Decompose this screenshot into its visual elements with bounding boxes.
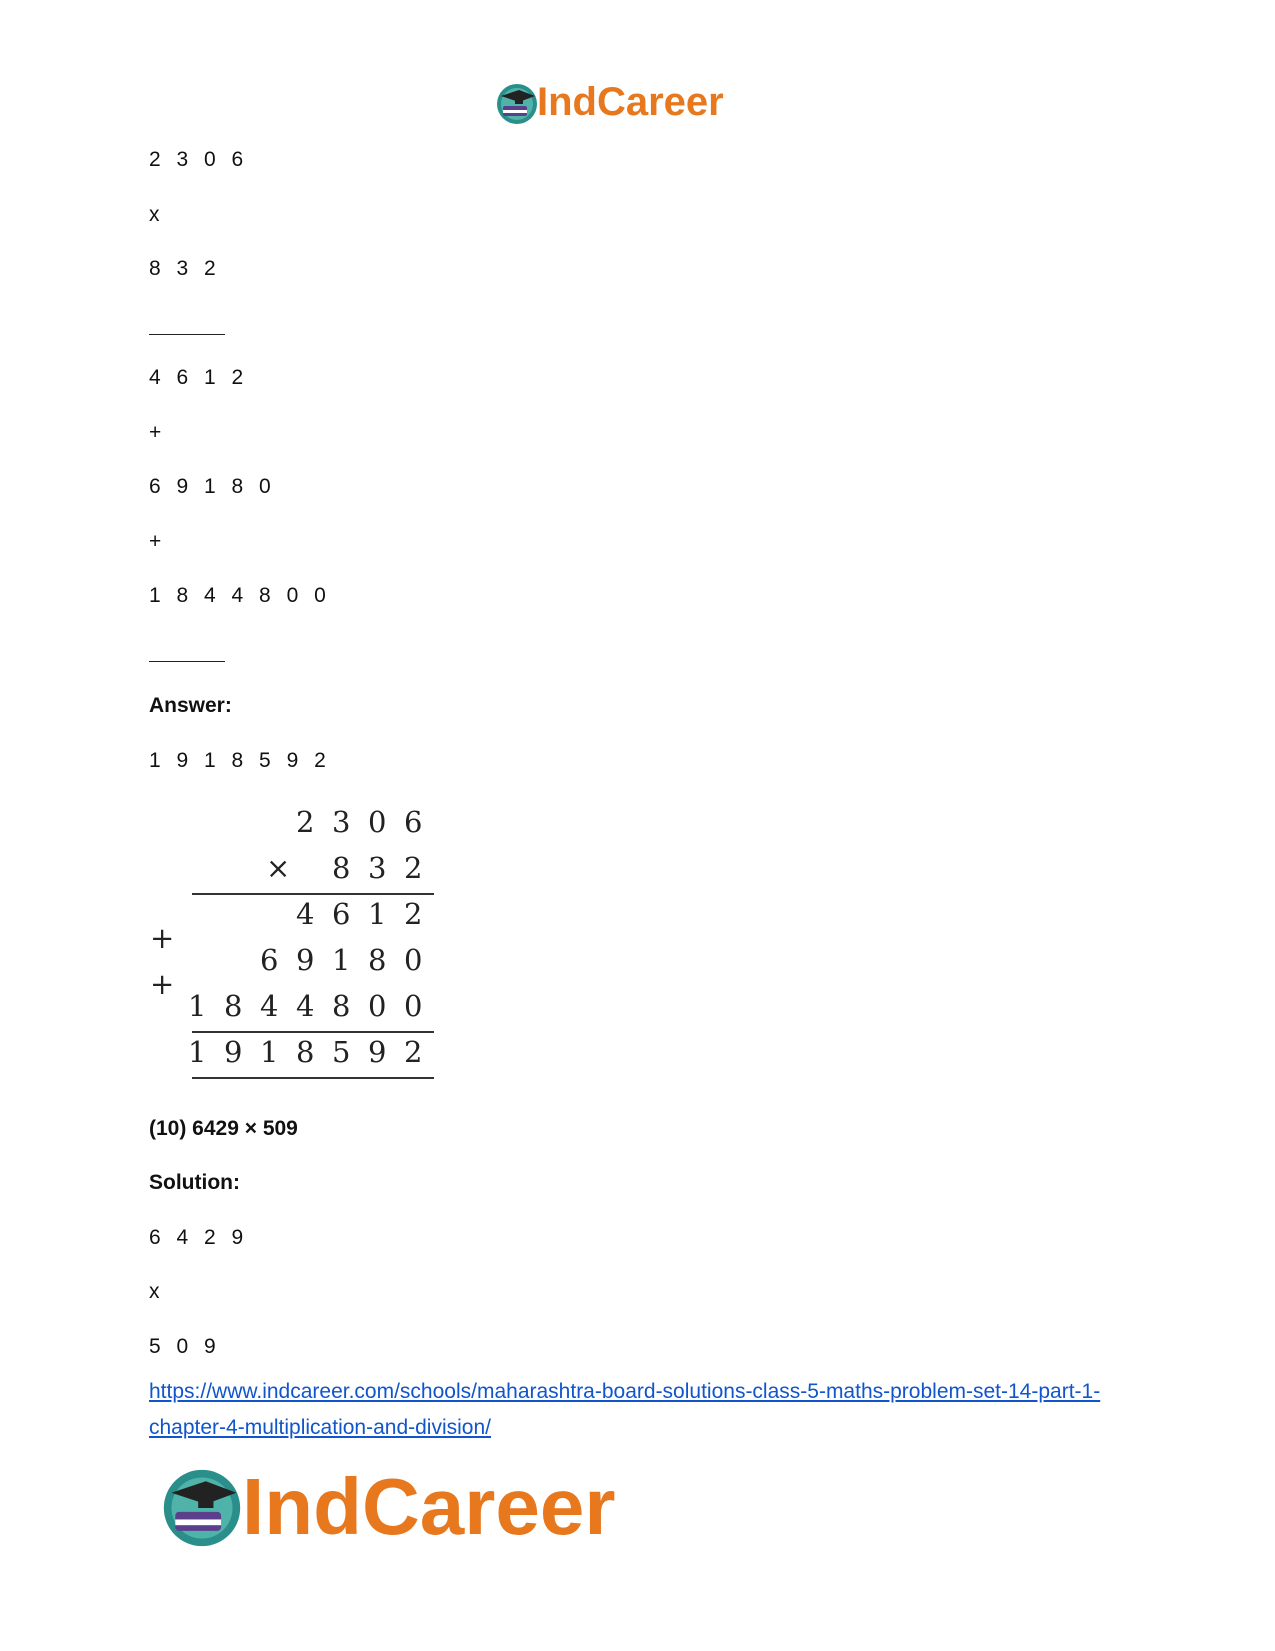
- digit: 9: [296, 943, 315, 977]
- digit: 2: [404, 897, 423, 931]
- footer-logo-text: IndCareer: [242, 1462, 616, 1551]
- work-line: 6 4 2 9: [149, 1226, 249, 1249]
- digit: 8: [296, 1035, 315, 1069]
- digit: 8: [332, 851, 351, 885]
- answer-label: Answer:: [149, 694, 232, 717]
- digit: 6: [332, 897, 351, 931]
- work-line: x: [149, 1280, 165, 1303]
- digit: 9: [368, 1035, 387, 1069]
- digit: 6: [260, 943, 279, 977]
- divider-rule: [149, 334, 225, 335]
- digit: 1: [188, 989, 207, 1023]
- work-line: +: [149, 421, 167, 444]
- footer-logo: [160, 1462, 720, 1552]
- digit: 0: [404, 989, 423, 1023]
- problem-title: (10) 6429 × 509: [149, 1117, 298, 1140]
- plus-sign: +: [150, 967, 175, 1001]
- digit: 8: [332, 989, 351, 1023]
- work-line: 8 3 2: [149, 257, 221, 280]
- digit: 9: [224, 1035, 243, 1069]
- header-logo-text: IndCareer: [537, 80, 724, 124]
- work-line: 1 8 4 4 8 0 0: [149, 584, 331, 607]
- divider-rule: [149, 661, 225, 662]
- digit: 5: [332, 1035, 351, 1069]
- graduation-book-icon: [495, 82, 539, 126]
- work-line: 2 3 0 6: [149, 148, 249, 171]
- digit: 1: [260, 1035, 279, 1069]
- digit: 6: [404, 805, 423, 839]
- digit: 3: [368, 851, 387, 885]
- times-sign: ×: [266, 851, 291, 885]
- work-line: 4 6 1 2: [149, 366, 249, 389]
- digit: 3: [332, 805, 351, 839]
- digit: 8: [224, 989, 243, 1023]
- digit: 1: [368, 897, 387, 931]
- solution-label: Solution:: [149, 1171, 240, 1194]
- work-line: x: [149, 203, 165, 226]
- work-line: +: [149, 530, 167, 553]
- multiplication-figure: [150, 805, 450, 1095]
- graduation-book-icon: [160, 1466, 244, 1550]
- digit: 4: [296, 897, 315, 931]
- digit: 0: [404, 943, 423, 977]
- digit: 1: [188, 1035, 207, 1069]
- digit: 0: [368, 989, 387, 1023]
- answer-value: 1 9 1 8 5 9 2: [149, 749, 331, 772]
- digit: 4: [296, 989, 315, 1023]
- digit: 0: [368, 805, 387, 839]
- calc-rule: [192, 893, 434, 895]
- work-line: 6 9 1 8 0: [149, 475, 276, 498]
- digit: 2: [404, 1035, 423, 1069]
- header-logo: [495, 78, 765, 126]
- digit: 2: [404, 851, 423, 885]
- calc-rule: [192, 1077, 434, 1079]
- plus-sign: +: [150, 921, 175, 955]
- source-link[interactable]: https://www.indcareer.com/schools/maharashtra-board-solutions-class-5-maths-problem-set-14-part-1-chapter-4-multiplication-and-division/: [149, 1380, 1101, 1439]
- work-line: 5 0 9: [149, 1335, 221, 1358]
- digit: 1: [332, 943, 351, 977]
- calc-rule: [192, 1031, 434, 1033]
- digit: 8: [368, 943, 387, 977]
- digit: 4: [260, 989, 279, 1023]
- digit: 2: [296, 805, 315, 839]
